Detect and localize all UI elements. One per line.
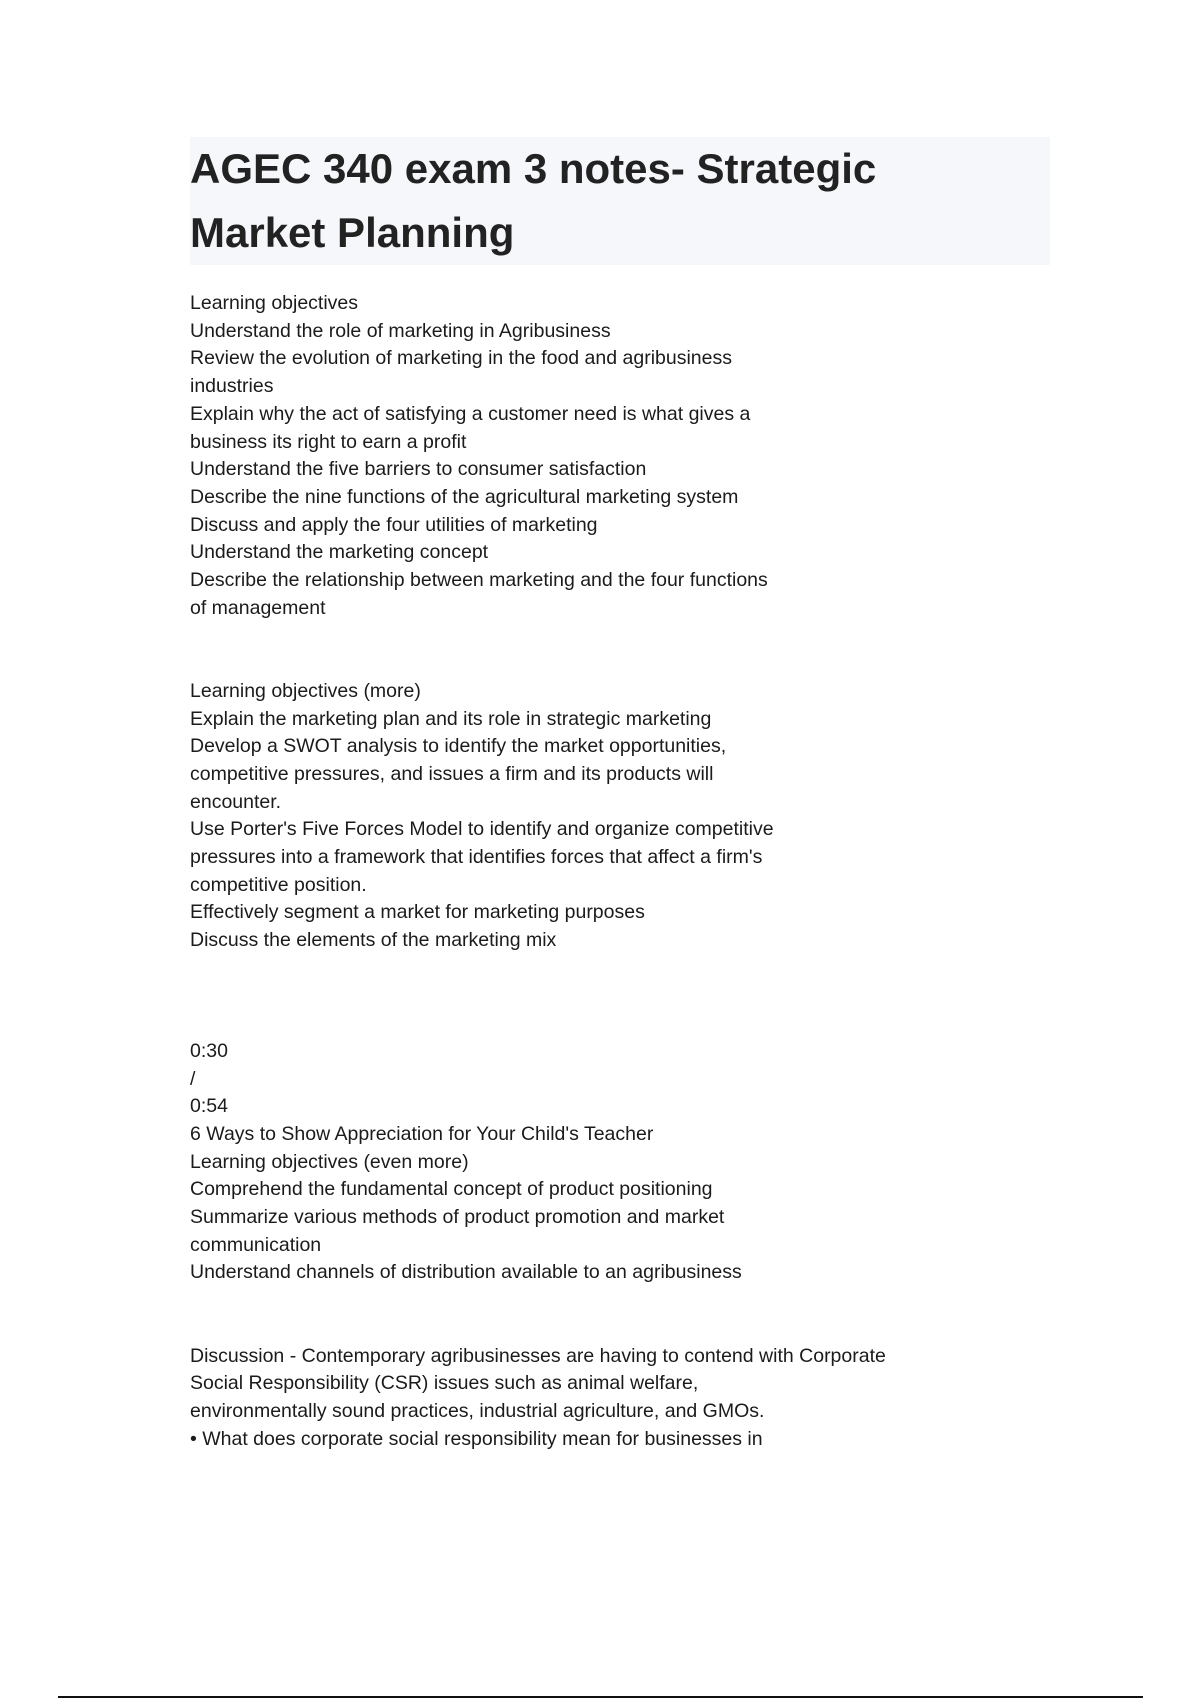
text-line: industries bbox=[190, 375, 274, 398]
text-line: pressures into a framework that identifies forces that affect a firm's bbox=[190, 846, 763, 869]
spacer bbox=[190, 622, 1010, 677]
text-line: Develop a SWOT analysis to identify the market opportunities, bbox=[190, 735, 727, 758]
text-line: Effectively segment a market for marketing purposes bbox=[190, 901, 645, 924]
text-line: Discuss the elements of the marketing mix bbox=[190, 929, 557, 952]
text-line: Explain why the act of satisfying a customer need is what gives a bbox=[190, 402, 751, 425]
text-line: business its right to earn a profit bbox=[190, 430, 467, 453]
video-time-separator: / bbox=[190, 1067, 196, 1090]
text-line: Explain the marketing plan and its role in strategic marketing bbox=[190, 707, 712, 730]
video-duration: 0:54 bbox=[190, 1095, 228, 1118]
text-line: Understand channels of distribution available to an agribusiness bbox=[190, 1261, 742, 1284]
text-line: Review the evolution of marketing in the food and agribusiness bbox=[190, 347, 732, 370]
bullet-item: • What does corporate social responsibility mean for businesses in bbox=[190, 1427, 763, 1450]
text-line: Learning objectives (even more) bbox=[190, 1150, 469, 1173]
video-current-time: 0:30 bbox=[190, 1039, 228, 1062]
page-divider bbox=[58, 1696, 1143, 1698]
text-line: Describe the relationship between marketing and the four functions bbox=[190, 569, 768, 592]
section-learning-objectives-more bbox=[190, 678, 1010, 955]
text-line: Learning objectives bbox=[190, 292, 359, 314]
spacer bbox=[190, 955, 1010, 1038]
section-learning-objectives bbox=[190, 290, 1010, 622]
text-line: Use Porter's Five Forces Model to identify and organize competitive bbox=[190, 818, 774, 841]
section-learning-objectives-even-more bbox=[190, 1038, 1010, 1287]
spacer bbox=[190, 1287, 1010, 1342]
text-line: Discussion - Contemporary agribusinesses are having to contend with Corporate bbox=[190, 1344, 886, 1367]
text-line: Understand the marketing concept bbox=[190, 541, 489, 564]
section-discussion bbox=[190, 1343, 1010, 1454]
text-line: Describe the nine functions of the agricultural marketing system bbox=[190, 485, 739, 508]
text-line: environmentally sound practices, industrial agriculture, and GMOs. bbox=[190, 1399, 765, 1422]
text-line: Social Responsibility (CSR) issues such as animal welfare, bbox=[190, 1372, 699, 1395]
video-title: 6 Ways to Show Appreciation for Your Child's Teacher bbox=[190, 1122, 654, 1145]
page-title: AGEC 340 exam 3 notes- Strategic Market Planning bbox=[190, 145, 877, 256]
text-line: competitive pressures, and issues a firm and its products will bbox=[190, 762, 714, 785]
text-line: Summarize various methods of product promotion and market bbox=[190, 1206, 725, 1229]
text-line: of management bbox=[190, 596, 326, 619]
text-line: Comprehend the fundamental concept of product positioning bbox=[190, 1178, 713, 1201]
text-line: Discuss and apply the four utilities of marketing bbox=[190, 513, 598, 536]
text-line: encounter. bbox=[190, 790, 282, 813]
title-block bbox=[190, 137, 1050, 265]
text-line: Learning objectives (more) bbox=[190, 679, 421, 702]
text-line: communication bbox=[190, 1233, 322, 1256]
document-body bbox=[190, 290, 1010, 1453]
text-line: competitive position. bbox=[190, 873, 367, 896]
text-line: Understand the five barriers to consumer satisfaction bbox=[190, 458, 647, 481]
text-line: Understand the role of marketing in Agribusiness bbox=[190, 319, 611, 342]
